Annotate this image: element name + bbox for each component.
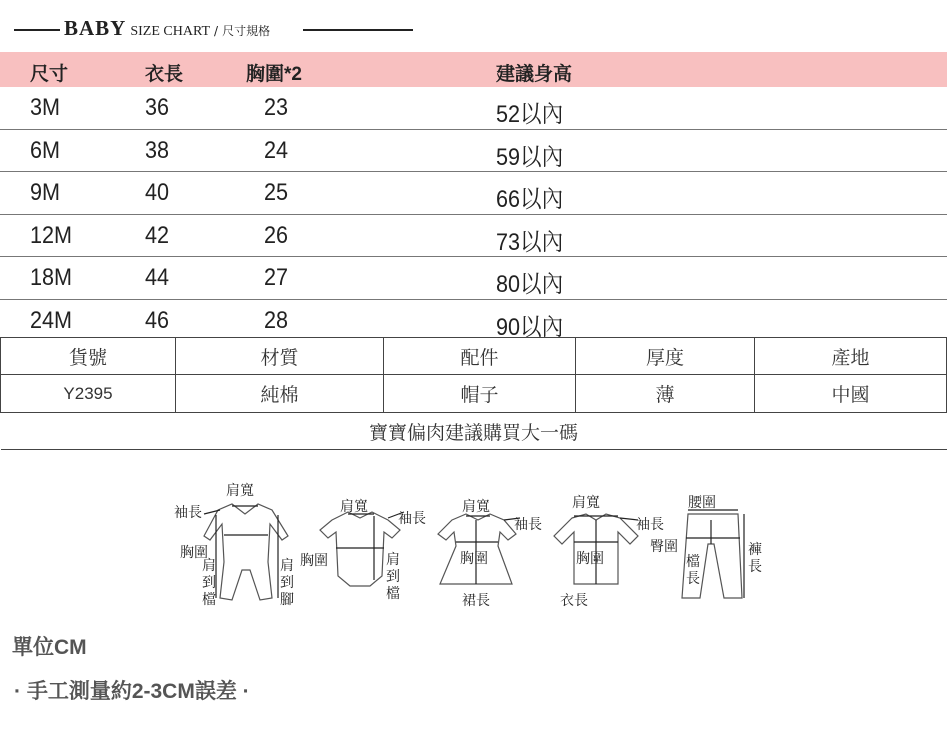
top-chest-label: 胸圍 xyxy=(576,551,604,567)
table-row xyxy=(0,87,947,130)
romper-sleeve-label: 袖長 xyxy=(174,505,202,521)
height-cell: 59以內 xyxy=(496,143,564,171)
chart-header xyxy=(0,14,420,44)
height-cell: 52以內 xyxy=(496,101,564,128)
pants-hip-label: 臀圍 xyxy=(650,539,678,555)
dress-skirt-label: 裙長 xyxy=(462,593,490,609)
header-origin: 產地 xyxy=(755,338,947,375)
header-thickness: 厚度 xyxy=(576,338,755,375)
measurement-error-note: · 手工測量約2-3CM誤差 · xyxy=(14,680,250,703)
unit-label: 單位CM xyxy=(12,636,87,659)
zh-title: 尺寸規格 xyxy=(222,24,271,38)
product-info-table xyxy=(0,337,947,450)
size-table-header xyxy=(0,52,947,87)
brand-label: BABY xyxy=(64,16,127,40)
col-length: 衣長 xyxy=(145,64,184,85)
accessory-value: 帽子 xyxy=(384,375,576,413)
subtitle-label: SIZE CHART xyxy=(130,24,211,39)
dress-shoulder-label: 肩寬 xyxy=(462,499,490,515)
romper-outline xyxy=(204,504,288,600)
origin-value: 中國 xyxy=(755,375,947,413)
col-chest: 胸圍*2 xyxy=(246,64,302,85)
romper-shoulder-foot-label: 肩到腳 xyxy=(280,558,294,608)
bodysuit-sleeve-label: 袖長 xyxy=(398,511,426,527)
top-length-label: 衣長 xyxy=(560,593,588,609)
height-cell: 90以內 xyxy=(496,313,564,341)
chest-cell: 27 xyxy=(264,264,289,291)
table-row xyxy=(0,215,947,258)
top-shoulder-label: 肩寬 xyxy=(572,495,600,511)
size-cell: 18M xyxy=(30,264,73,291)
romper-shoulder-label: 肩寬 xyxy=(226,483,254,499)
height-cell: 73以內 xyxy=(496,228,564,256)
length-cell: 40 xyxy=(145,179,170,206)
chest-cell: 26 xyxy=(264,221,289,249)
bodysuit-shoulder-label: 肩寬 xyxy=(340,499,368,515)
length-cell: 36 xyxy=(145,94,170,121)
col-size: 尺寸 xyxy=(30,64,69,85)
size-cell: 6M xyxy=(30,136,61,164)
romper-chest-label: 胸圍 xyxy=(180,545,208,561)
pants-waist-label: 腰圍 xyxy=(688,495,716,511)
col-height: 建議身高 xyxy=(496,64,573,85)
separator: / xyxy=(214,24,219,38)
chest-cell: 25 xyxy=(264,179,289,206)
size-table xyxy=(0,52,947,341)
item-code-value: Y2395 xyxy=(1,375,176,413)
chest-cell: 24 xyxy=(264,136,289,164)
size-cell: 12M xyxy=(30,221,73,249)
length-cell: 38 xyxy=(145,136,170,164)
chest-cell: 28 xyxy=(264,306,289,334)
thickness-value: 薄 xyxy=(576,375,755,413)
header-title xyxy=(64,16,270,41)
length-cell: 44 xyxy=(145,264,170,291)
pants-crotch-label: 檔長 xyxy=(686,554,700,587)
header-rule-right xyxy=(303,29,413,31)
table-row xyxy=(0,130,947,173)
top-sleeve-label: 袖長 xyxy=(636,517,664,533)
height-cell: 66以內 xyxy=(496,186,564,213)
bodysuit-chest-label: 胸圍 xyxy=(300,553,328,569)
header-rule-left xyxy=(14,29,60,31)
size-cell: 24M xyxy=(30,306,73,334)
pants-length-label: 褲長 xyxy=(748,542,762,575)
header-accessory: 配件 xyxy=(384,338,576,375)
table-row xyxy=(0,172,947,215)
material-value: 純棉 xyxy=(176,375,384,413)
chest-cell: 23 xyxy=(264,94,289,121)
length-cell: 46 xyxy=(145,306,170,334)
height-cell: 80以內 xyxy=(496,271,564,298)
header-material: 材質 xyxy=(176,338,384,375)
size-advice-note: 寶寶偏肉建議購買大一碼 xyxy=(1,413,947,450)
size-cell: 9M xyxy=(30,179,61,206)
size-cell: 3M xyxy=(30,94,61,121)
romper-shoulder-crotch-label: 肩到檔 xyxy=(202,558,216,608)
length-cell: 42 xyxy=(145,221,170,249)
bodysuit-shoulder-crotch-label: 肩到檔 xyxy=(386,552,400,602)
table-row xyxy=(0,300,947,342)
table-row xyxy=(0,257,947,300)
dress-sleeve-label: 袖長 xyxy=(514,517,542,533)
measurement-diagrams xyxy=(160,480,780,620)
header-item-code: 貨號 xyxy=(1,338,176,375)
dress-chest-label: 胸圍 xyxy=(460,551,488,567)
